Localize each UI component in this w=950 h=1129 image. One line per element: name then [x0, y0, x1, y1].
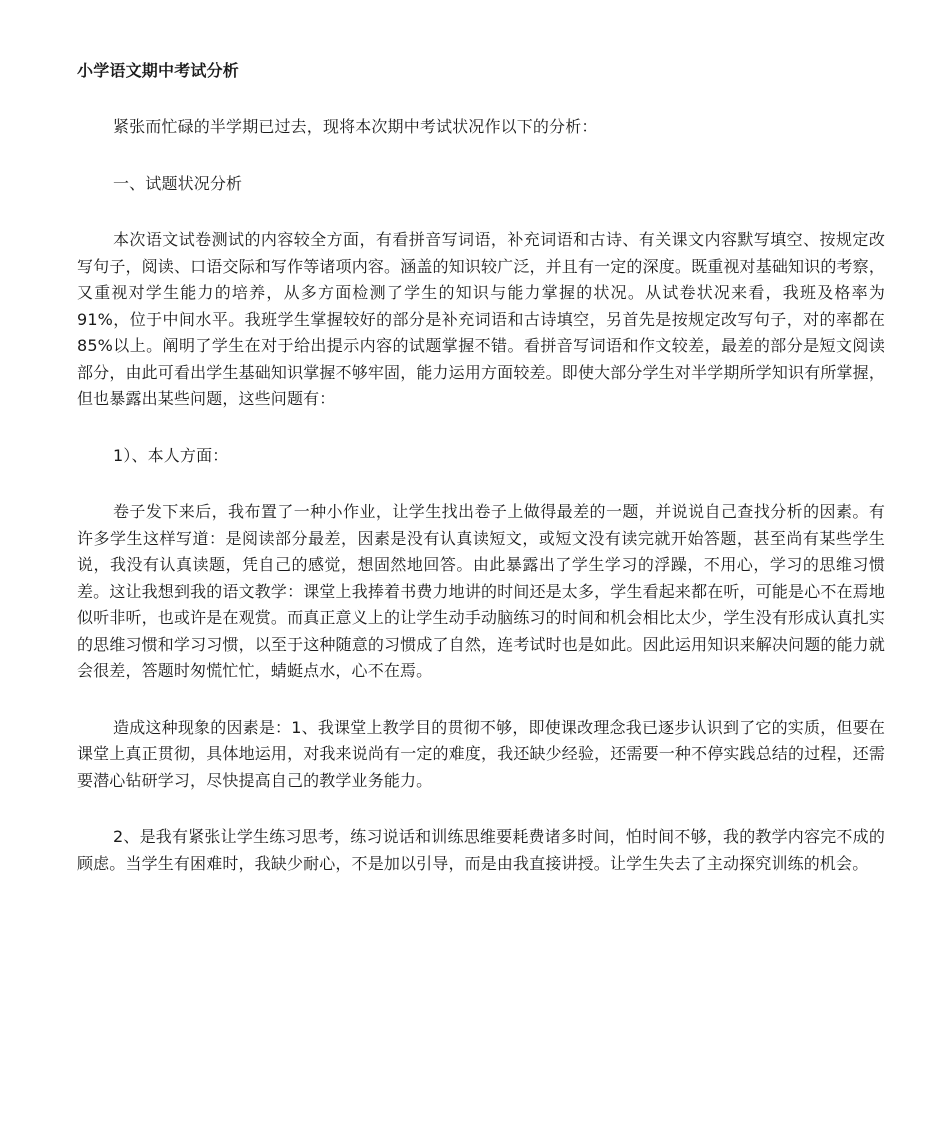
paragraph-causes-1: 造成这种现象的因素是：1、我课堂上教学目的贯彻不够，即使课改理念我已逐步认识到了它的实质，但要在课堂上真正贯彻，具体地运用，对我来说尚有一定的难度，我还缺少经验，还需要一种不停实践总结的过程，还需要潜心钻研学习，尽快提高自己的教学业务能力。: [77, 717, 885, 790]
paragraph-self-reflection: 卷子发下来后，我布置了一种小作业，让学生找出卷子上做得最差的一题，并说说自己查找分析的因素。有许多学生这样写道：是阅读部分最差，因素是没有认真读短文，或短文没有读完就开始答题，甚至尚有某些学生说，我没有认真读题，凭自己的感觉，想固然地回答。由此暴露出了学生学习的浮躁，不用心，学习的思维习惯差。这让我想到我的语文教学：课堂上我捧着书费力地讲的时间还是太多，学生看起来都在听，可能是心不在焉地似听非听，也或许是在观赏。而真正意义上的让学生动手动脑练习的时间和机会相比太少，学生没有形成认真扎实的思维习惯和学习习惯，以至于这种随意的习惯成了自然，连考试时也是如此。因此运用知识来解决问题的能力就会很差，答题时匆慌忙忙，蜻蜓点水，心不在焉。: [77, 502, 885, 680]
paragraph-causes-2: 2、是我有紧张让学生练习思考，练习说话和训练思维要耗费诸多时间，怕时间不够，我的教学内容完不成的顾虑。当学生有困难时，我缺少耐心，不是加以引导，而是由我直接讲授。让学生失去了主动探究训练的机会。: [77, 827, 885, 873]
subsection-heading-self: 1）、本人方面：: [113, 445, 229, 465]
paragraph-intro: 紧张而忙碌的半学期已过去，现将本次期中考试状况作以下的分析：: [113, 117, 598, 136]
paragraph-exam-analysis: 本次语文试卷测试的内容较全方面，有看拼音写词语，补充词语和古诗、有关课文内容默写填空、按规定改写句子，阅读、口语交际和写作等诸项内容。涵盖的知识较广泛，并且有一定的深度。既重视对基础知识的考察，又重视对学生能力的培养，从多方面检测了学生的知识与能力掌握的状况。从试卷状况来看，我班及格率为 91%，位于中间水平。我班学生掌握较好的部分是补充词语和古诗填空，另首先是按规定改写句子，对的率都在 85%以上。阐明了学生在对于给出提示内容的试题掌握不错。看拼音写词语和作文较差，最差的部分是短文阅读部分，由此可看出学生基础知识掌握不够牢固，能力运用方面较差。即使大部分学生对半学期所学知识有所掌握，但也暴露出某些问题，这些问题有：: [77, 230, 885, 408]
section-heading-1: 一、试题状况分析: [113, 173, 243, 193]
document-title: 小学语文期中考试分析: [77, 61, 240, 80]
document-page: [77, 58, 885, 907]
